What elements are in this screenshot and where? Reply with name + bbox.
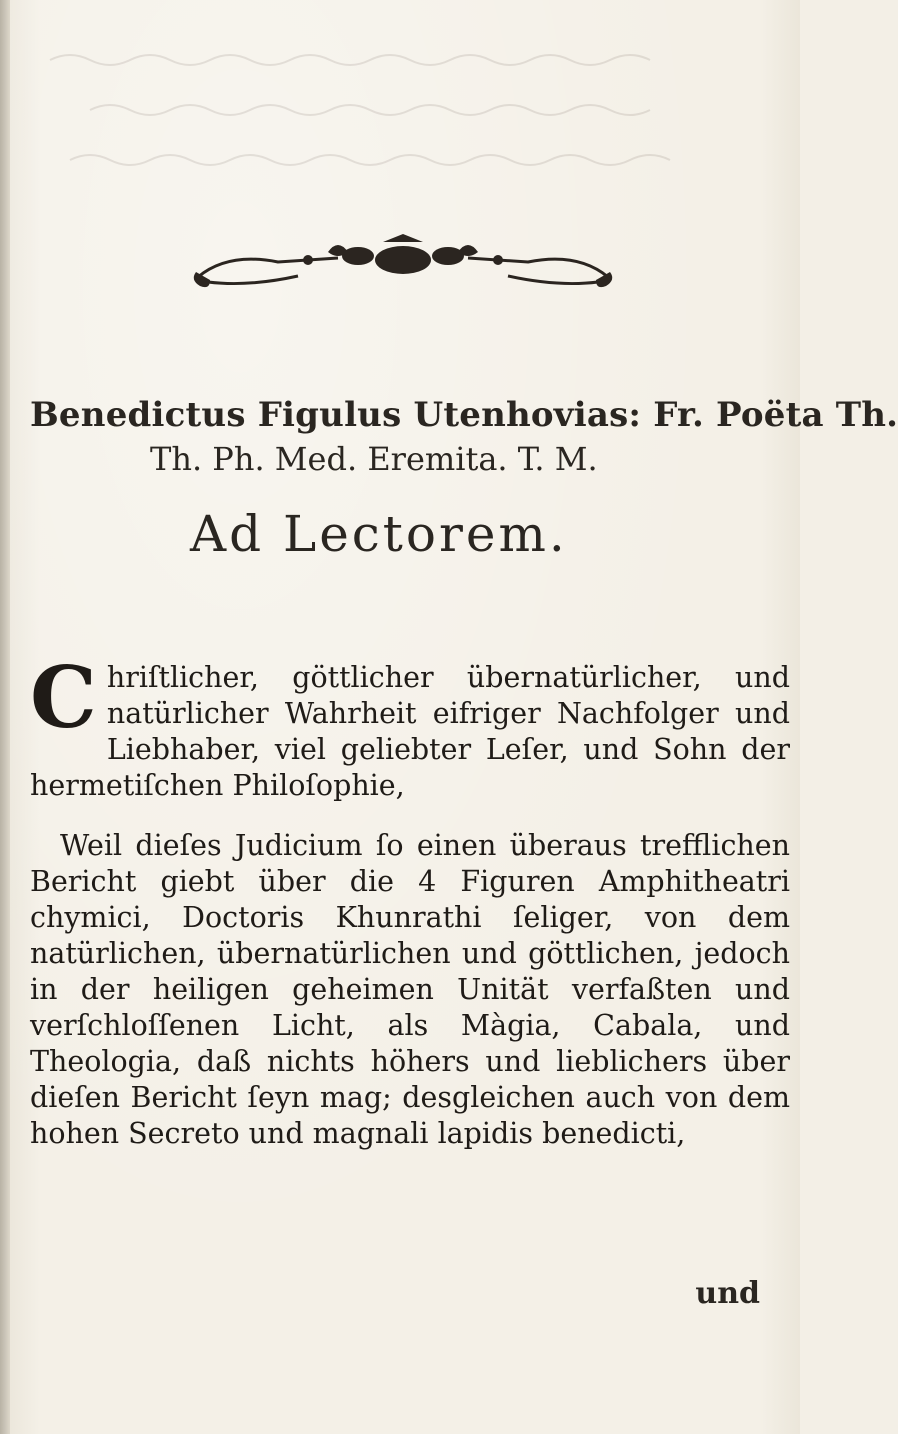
- address-heading: Ad Lectorem.: [190, 505, 568, 563]
- drop-capital: C: [30, 648, 97, 747]
- body-text: [30, 648, 790, 1176]
- ornamental-headpiece-icon: [188, 232, 618, 292]
- paragraph-2: Weil dieſes Judicium ſo einen überaus trefflichen Bericht giebt über die 4 Figuren Amphitheatri chymici, Doctoris Khunrathi ſeliger, von dem natürlichen, übernatürlichen und göttlichen, jedoch in der heiligen geheimen Unität verfaßten und verſchloſſenen Licht, als Màgia, Cabala, und Theologia, daß nichts höhers und lieblichers über dieſen Bericht ſeyn mag; desgleichen auch von dem hohen Secreto und magnali lapidis benedicti,: [30, 829, 790, 1150]
- author-heading: Benedictus Figulus Utenhovias: Fr. Poëta Th.: [30, 395, 898, 435]
- page-binding-edge: [0, 0, 10, 1434]
- bleed-through-strokes: [30, 20, 770, 220]
- author-titles: Th. Ph. Med. Eremita. T. M.: [150, 440, 598, 478]
- paragraph-1: [30, 648, 790, 804]
- catchword: und: [695, 1276, 760, 1311]
- bleed-through-texture: [30, 20, 770, 228]
- paragraph-1-text: hriſtlicher, göttlicher übernatürlicher, und natürlicher Wahrheit eifriger Nachfolger und Liebhaber, viel geliebter Leſer, und Sohn der hermetiſchen Philoſophie,: [30, 661, 790, 802]
